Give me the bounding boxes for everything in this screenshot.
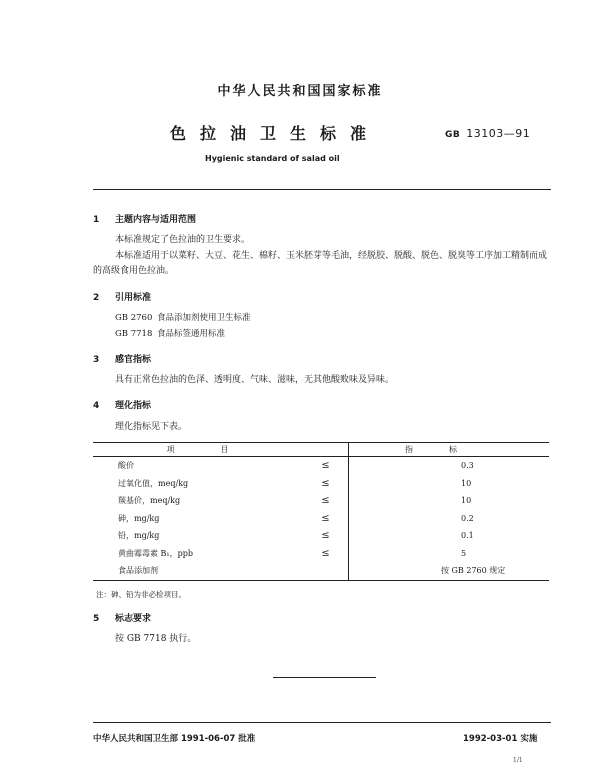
standard-title: 色拉油卫生标准 xyxy=(170,124,381,143)
column-header-item: 项目 xyxy=(93,443,349,457)
row-operator: ≤ xyxy=(303,475,349,493)
section-1-heading: 1 主题内容与适用范围 xyxy=(93,215,197,225)
table-row xyxy=(93,492,549,510)
standard-code: 13103—91 xyxy=(466,127,531,140)
approval-line: 中华人民共和国卫生部 1991-06-07 批准 xyxy=(93,734,256,744)
row-value: 10 xyxy=(461,478,472,488)
section-1-paragraph-2: 本标准适用于以菜籽、大豆、花生、棉籽、玉米胚芽等毛油，经脱胶、脱酸、脱色、脱臭等工序加工精制而成的高级食用色拉油。 xyxy=(93,251,548,276)
row-operator xyxy=(303,562,349,580)
section-3-paragraph: 具有正常色拉油的色泽、透明度、气味、滋味，无其他酸败味及异味。 xyxy=(115,375,395,385)
end-rule xyxy=(273,677,376,678)
footer-divider xyxy=(93,722,551,723)
header-divider xyxy=(93,189,551,190)
table-row xyxy=(93,527,549,545)
english-title: Hygienic standard of salad oil xyxy=(205,154,340,163)
table-note: 注：砷、铅为非必检项目。 xyxy=(96,590,186,599)
row-item: 酸价 xyxy=(118,461,134,471)
row-value: 0.3 xyxy=(461,461,474,471)
row-value: 0.2 xyxy=(461,513,474,523)
row-item: 食品添加剂 xyxy=(93,562,303,580)
table-row xyxy=(93,545,549,563)
section-2-heading: 2 引用标准 xyxy=(93,293,152,303)
row-item: 羰基价，meq/kg xyxy=(118,496,181,506)
row-item: 砷，mg/kg xyxy=(118,513,160,523)
table-header-row xyxy=(93,443,549,457)
row-operator: ≤ xyxy=(303,527,349,545)
effective-date: 1992-03-01 实施 xyxy=(463,734,538,744)
page-number: 1/1 xyxy=(513,757,523,764)
section-4-intro: 理化指标见下表。 xyxy=(115,422,188,432)
row-item: 过氧化值，meq/kg xyxy=(118,478,189,488)
row-operator: ≤ xyxy=(303,457,349,475)
reference-item: GB 7718 食品标签通用标准 xyxy=(115,329,226,339)
table-row xyxy=(93,510,549,528)
row-operator: ≤ xyxy=(303,510,349,528)
table-row xyxy=(93,562,549,580)
section-4-heading: 4 理化指标 xyxy=(93,401,152,411)
section-5-paragraph: 按 GB 7718 执行。 xyxy=(115,634,197,644)
row-value: 5 xyxy=(461,548,467,558)
row-operator: ≤ xyxy=(303,545,349,563)
section-3-heading: 3 感官指标 xyxy=(93,355,152,365)
table-row xyxy=(93,475,549,493)
row-value: 按 GB 2760 规定 xyxy=(349,562,550,580)
section-5-heading: 5 标志要求 xyxy=(93,614,152,624)
row-value: 10 xyxy=(461,496,472,506)
standard-number xyxy=(445,127,530,140)
standard-prefix: GB xyxy=(445,130,461,140)
row-operator: ≤ xyxy=(303,492,349,510)
row-item: 黄曲霉毒素 B₁，ppb xyxy=(118,548,193,558)
row-value: 0.1 xyxy=(461,531,474,541)
section-1-paragraph-1: 本标准规定了色拉油的卫生要求。 xyxy=(115,235,251,245)
table-row xyxy=(93,457,549,475)
column-header-indicator: 指标 xyxy=(349,443,550,457)
row-item: 铅，mg/kg xyxy=(118,531,160,541)
issuing-organization: 中华人民共和国国家标准 xyxy=(217,84,383,99)
reference-item: GB 2760 食品添加剂使用卫生标准 xyxy=(115,313,251,323)
physicochemical-table xyxy=(93,442,549,581)
